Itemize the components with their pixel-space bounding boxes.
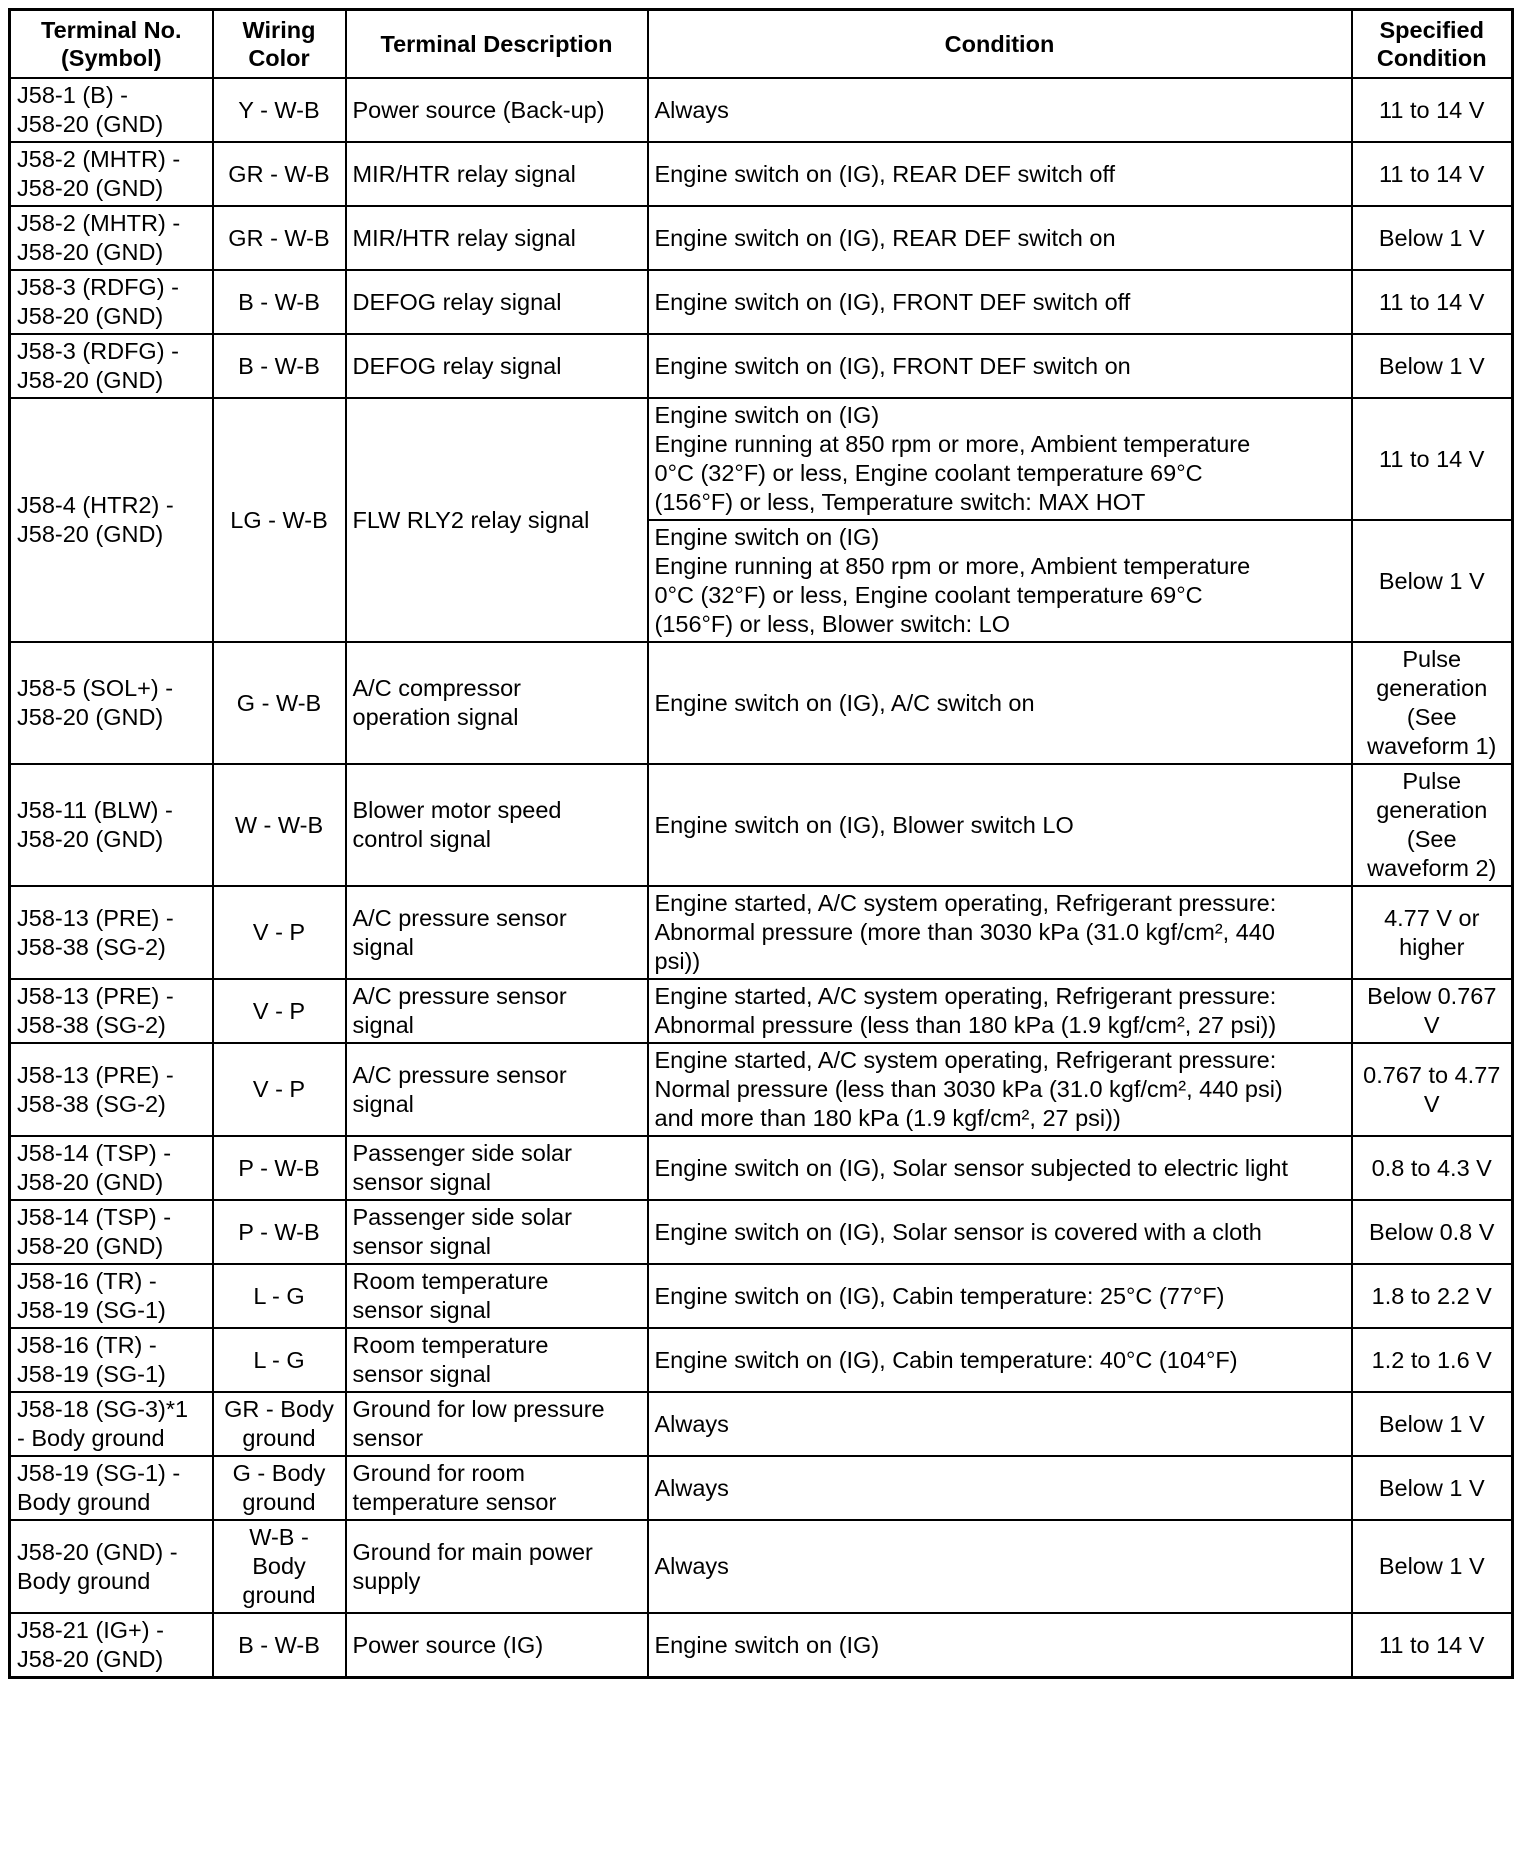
header-specified-condition: Specified Condition [1352, 10, 1513, 79]
table-row [10, 1136, 1513, 1200]
condition-cell: Always [648, 1392, 1352, 1456]
wiring-color-cell: V - P [213, 1043, 346, 1136]
wiring-color-cell: LG - W-B [213, 398, 346, 642]
specified-condition-cell: Below 0.8 V [1352, 1200, 1513, 1264]
terminal-cell: J58-13 (PRE) - J58-38 (SG-2) [10, 886, 213, 979]
specified-condition-cell: Pulse generation (See waveform 2) [1352, 764, 1513, 886]
condition-cell: Always [648, 1456, 1352, 1520]
terminal-cell: J58-2 (MHTR) - J58-20 (GND) [10, 142, 213, 206]
description-cell: Ground for main power supply [346, 1520, 648, 1613]
wiring-color-cell: GR - W-B [213, 206, 346, 270]
specified-condition-cell: 0.8 to 4.3 V [1352, 1136, 1513, 1200]
description-cell: A/C pressure sensor signal [346, 979, 648, 1043]
table-row [10, 1456, 1513, 1520]
wiring-color-cell: B - W-B [213, 1613, 346, 1678]
specified-condition-cell: 0.767 to 4.77 V [1352, 1043, 1513, 1136]
table-row [10, 78, 1513, 142]
description-cell: MIR/HTR relay signal [346, 206, 648, 270]
terminal-cell: J58-16 (TR) - J58-19 (SG-1) [10, 1328, 213, 1392]
table-row [10, 270, 1513, 334]
description-cell: Passenger side solar sensor signal [346, 1136, 648, 1200]
condition-cell: Always [648, 78, 1352, 142]
table-row [10, 1613, 1513, 1678]
table-row [10, 1264, 1513, 1328]
terminal-cell: J58-3 (RDFG) - J58-20 (GND) [10, 270, 213, 334]
terminal-cell: J58-11 (BLW) - J58-20 (GND) [10, 764, 213, 886]
header-terminal: Terminal No. (Symbol) [10, 10, 213, 79]
table-row [10, 1392, 1513, 1456]
condition-cell: Engine switch on (IG), A/C switch on [648, 642, 1352, 764]
wiring-color-cell: P - W-B [213, 1200, 346, 1264]
specified-condition-cell: 11 to 14 V [1352, 1613, 1513, 1678]
description-cell: DEFOG relay signal [346, 270, 648, 334]
condition-cell: Engine started, A/C system operating, Refrigerant pressure: Abnormal pressure (more than 3030 kPa (31.0 kgf/cm², 440 psi)) [648, 886, 1352, 979]
specified-condition-cell: 4.77 V or higher [1352, 886, 1513, 979]
table-row [10, 1520, 1513, 1613]
terminal-spec-sheet [8, 8, 1511, 1679]
description-cell: FLW RLY2 relay signal [346, 398, 648, 642]
condition-cell: Engine switch on (IG), Solar sensor subjected to electric light [648, 1136, 1352, 1200]
description-cell: Power source (IG) [346, 1613, 648, 1678]
table-row [10, 979, 1513, 1043]
wiring-color-cell: L - G [213, 1264, 346, 1328]
specified-condition-cell: Below 1 V [1352, 1392, 1513, 1456]
description-cell: Room temperature sensor signal [346, 1264, 648, 1328]
wiring-color-cell: G - Body ground [213, 1456, 346, 1520]
specified-condition-cell: Pulse generation (See waveform 1) [1352, 642, 1513, 764]
description-cell: A/C pressure sensor signal [346, 1043, 648, 1136]
wiring-color-cell: G - W-B [213, 642, 346, 764]
header-row [10, 10, 1513, 79]
terminal-cell: J58-14 (TSP) - J58-20 (GND) [10, 1200, 213, 1264]
terminal-cell: J58-13 (PRE) - J58-38 (SG-2) [10, 1043, 213, 1136]
table-row [10, 142, 1513, 206]
terminal-cell: J58-21 (IG+) - J58-20 (GND) [10, 1613, 213, 1678]
terminal-cell: J58-20 (GND) - Body ground [10, 1520, 213, 1613]
description-cell: Ground for low pressure sensor [346, 1392, 648, 1456]
description-cell: DEFOG relay signal [346, 334, 648, 398]
specified-condition-cell: Below 1 V [1352, 206, 1513, 270]
wiring-color-cell: V - P [213, 886, 346, 979]
header-wiring-color: Wiring Color [213, 10, 346, 79]
terminal-cell: J58-2 (MHTR) - J58-20 (GND) [10, 206, 213, 270]
terminal-cell: J58-13 (PRE) - J58-38 (SG-2) [10, 979, 213, 1043]
description-cell: A/C pressure sensor signal [346, 886, 648, 979]
wiring-color-cell: B - W-B [213, 270, 346, 334]
description-cell: Ground for room temperature sensor [346, 1456, 648, 1520]
specified-condition-cell: Below 1 V [1352, 1520, 1513, 1613]
wiring-color-cell: P - W-B [213, 1136, 346, 1200]
specified-condition-cell: 11 to 14 V [1352, 78, 1513, 142]
condition-cell: Engine switch on (IG), REAR DEF switch on [648, 206, 1352, 270]
condition-cell: Engine switch on (IG), FRONT DEF switch off [648, 270, 1352, 334]
condition-cell: Engine switch on (IG), Blower switch LO [648, 764, 1352, 886]
table-row [10, 1200, 1513, 1264]
wiring-color-cell: GR - Body ground [213, 1392, 346, 1456]
specified-condition-cell: Below 1 V [1352, 520, 1513, 642]
condition-cell: Engine switch on (IG), Cabin temperature: 40°C (104°F) [648, 1328, 1352, 1392]
terminal-cell: J58-4 (HTR2) - J58-20 (GND) [10, 398, 213, 642]
condition-cell: Engine switch on (IG), REAR DEF switch off [648, 142, 1352, 206]
condition-cell: Always [648, 1520, 1352, 1613]
condition-cell: Engine started, A/C system operating, Refrigerant pressure: Normal pressure (less than 3030 kPa (31.0 kgf/cm², 440 psi) and more than 180 kPa (1.9 kgf/cm², 27 psi)) [648, 1043, 1352, 1136]
wiring-color-cell: L - G [213, 1328, 346, 1392]
terminal-cell: J58-19 (SG-1) - Body ground [10, 1456, 213, 1520]
table-row [10, 398, 1513, 520]
terminal-cell: J58-1 (B) - J58-20 (GND) [10, 78, 213, 142]
table-body [10, 78, 1513, 1678]
description-cell: Power source (Back-up) [346, 78, 648, 142]
table-row [10, 1043, 1513, 1136]
condition-cell: Engine switch on (IG) Engine running at 850 rpm or more, Ambient temperature 0°C (32°F) or less, Engine coolant temperature 69°C (156°F) or less, Temperature switch: MAX HOT [648, 398, 1352, 520]
terminal-cell: J58-16 (TR) - J58-19 (SG-1) [10, 1264, 213, 1328]
condition-cell: Engine started, A/C system operating, Refrigerant pressure: Abnormal pressure (less than 180 kPa (1.9 kgf/cm², 27 psi)) [648, 979, 1352, 1043]
specified-condition-cell: 11 to 14 V [1352, 270, 1513, 334]
specified-condition-cell: Below 0.767 V [1352, 979, 1513, 1043]
description-cell: MIR/HTR relay signal [346, 142, 648, 206]
condition-cell: Engine switch on (IG), Solar sensor is covered with a cloth [648, 1200, 1352, 1264]
wiring-color-cell: B - W-B [213, 334, 346, 398]
table-row [10, 764, 1513, 886]
terminal-cell: J58-14 (TSP) - J58-20 (GND) [10, 1136, 213, 1200]
specified-condition-cell: 11 to 14 V [1352, 398, 1513, 520]
wiring-color-cell: W-B - Body ground [213, 1520, 346, 1613]
terminal-spec-table [8, 8, 1514, 1679]
condition-cell: Engine switch on (IG), Cabin temperature: 25°C (77°F) [648, 1264, 1352, 1328]
condition-cell: Engine switch on (IG), FRONT DEF switch on [648, 334, 1352, 398]
specified-condition-cell: Below 1 V [1352, 334, 1513, 398]
description-cell: A/C compressor operation signal [346, 642, 648, 764]
wiring-color-cell: W - W-B [213, 764, 346, 886]
table-row [10, 1328, 1513, 1392]
condition-cell: Engine switch on (IG) Engine running at 850 rpm or more, Ambient temperature 0°C (32°F) or less, Engine coolant temperature 69°C (156°F) or less, Blower switch: LO [648, 520, 1352, 642]
condition-cell: Engine switch on (IG) [648, 1613, 1352, 1678]
header-condition: Condition [648, 10, 1352, 79]
header-terminal-description: Terminal Description [346, 10, 648, 79]
wiring-color-cell: V - P [213, 979, 346, 1043]
terminal-cell: J58-3 (RDFG) - J58-20 (GND) [10, 334, 213, 398]
wiring-color-cell: GR - W-B [213, 142, 346, 206]
description-cell: Passenger side solar sensor signal [346, 1200, 648, 1264]
specified-condition-cell: Below 1 V [1352, 1456, 1513, 1520]
table-row [10, 206, 1513, 270]
specified-condition-cell: 11 to 14 V [1352, 142, 1513, 206]
table-row [10, 334, 1513, 398]
wiring-color-cell: Y - W-B [213, 78, 346, 142]
table-row [10, 886, 1513, 979]
table-row [10, 642, 1513, 764]
terminal-cell: J58-5 (SOL+) - J58-20 (GND) [10, 642, 213, 764]
description-cell: Room temperature sensor signal [346, 1328, 648, 1392]
specified-condition-cell: 1.8 to 2.2 V [1352, 1264, 1513, 1328]
specified-condition-cell: 1.2 to 1.6 V [1352, 1328, 1513, 1392]
description-cell: Blower motor speed control signal [346, 764, 648, 886]
terminal-cell: J58-18 (SG-3)*1 - Body ground [10, 1392, 213, 1456]
